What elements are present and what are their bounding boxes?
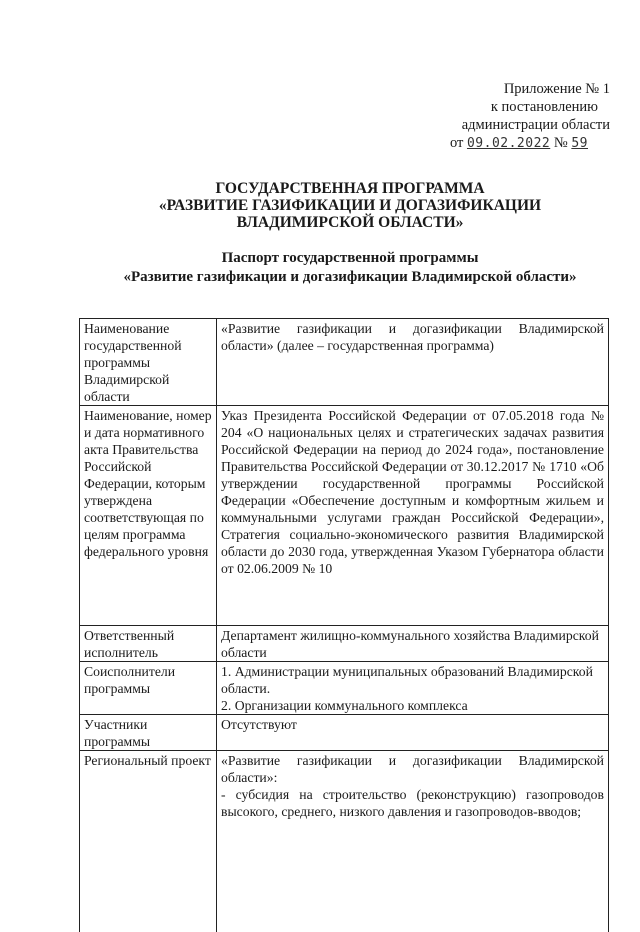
table-row — [80, 319, 609, 406]
table-row — [80, 406, 609, 626]
attachment-resolution: к постановлению — [420, 98, 610, 116]
attachment-header — [420, 80, 610, 153]
passport-heading-line-2: «Развитие газификации и догазификации Владимирской области» — [90, 268, 610, 287]
date-prefix: от — [450, 135, 463, 151]
table-row — [80, 626, 609, 662]
table-row — [80, 715, 609, 751]
attachment-date-line — [420, 134, 610, 153]
regional-project-item: - субсидия на строительство (реконструкцию) газопроводов высокого, среднего, низкого давления и газопроводов-вводов; — [221, 786, 604, 820]
program-title-line-1: ГОСУДАРСТВЕННАЯ ПРОГРАММА — [100, 180, 600, 197]
number-prefix: № — [554, 135, 568, 151]
row-value: Указ Президента Российской Федерации от 07.05.2018 года № 204 «О национальных целях и стратегических задачах развития Российской Федерации на период до 2024 года», постановление Правительства Российской Федерации от 30.12.2017 № 1710 «Об утверждении государственной программы Российской Федерации «Обеспечение доступным и комфортным жильем и коммунальными услугами граждан Российской Федерации», Стратегия социально-экономического развития Владимирской области до 2030 года, утвержденная Указом Губернатора области от 02.06.2009 № 10 — [217, 406, 609, 626]
handwritten-date: 09.02.2022 — [467, 136, 550, 151]
passport-table — [79, 318, 609, 932]
program-title-line-2: «РАЗВИТИЕ ГАЗИФИКАЦИИ И ДОГАЗИФИКАЦИИ — [100, 197, 600, 214]
coexecutor-item: 2. Организации коммунального комплекса — [221, 697, 604, 714]
regional-project-name: «Развитие газификации и догазификации Владимирской области»: — [221, 752, 604, 786]
row-value: Департамент жилищно-коммунального хозяйства Владимирской области — [217, 626, 609, 662]
row-label: Участники программы — [80, 715, 217, 751]
row-label: Наименование государственной программы Владимирской области — [80, 319, 217, 406]
row-value: Отсутствуют — [217, 715, 609, 751]
program-title-line-3: ВЛАДИМИРСКОЙ ОБЛАСТИ» — [100, 214, 600, 231]
row-label: Ответственный исполнитель — [80, 626, 217, 662]
attachment-administration: администрации области — [420, 116, 610, 134]
handwritten-number: 59 — [571, 136, 610, 151]
row-value — [217, 662, 609, 715]
passport-heading — [90, 249, 610, 287]
row-label: Региональный проект — [80, 751, 217, 932]
program-title — [100, 180, 600, 231]
coexecutor-item: 1. Администрации муниципальных образований Владимирской области. — [221, 663, 604, 697]
attachment-number: Приложение № 1 — [420, 80, 610, 98]
row-label: Соисполнители программы — [80, 662, 217, 715]
row-value: «Развитие газификации и догазификации Владимирской области» (далее – государственная программа) — [217, 319, 609, 406]
table-row — [80, 662, 609, 715]
passport-heading-line-1: Паспорт государственной программы — [90, 249, 610, 268]
row-label: Наименование, номер и дата нормативного акта Правительства Российской Федерации, которым утверждена соответствующая по целям программа федерального уровня — [80, 406, 217, 626]
